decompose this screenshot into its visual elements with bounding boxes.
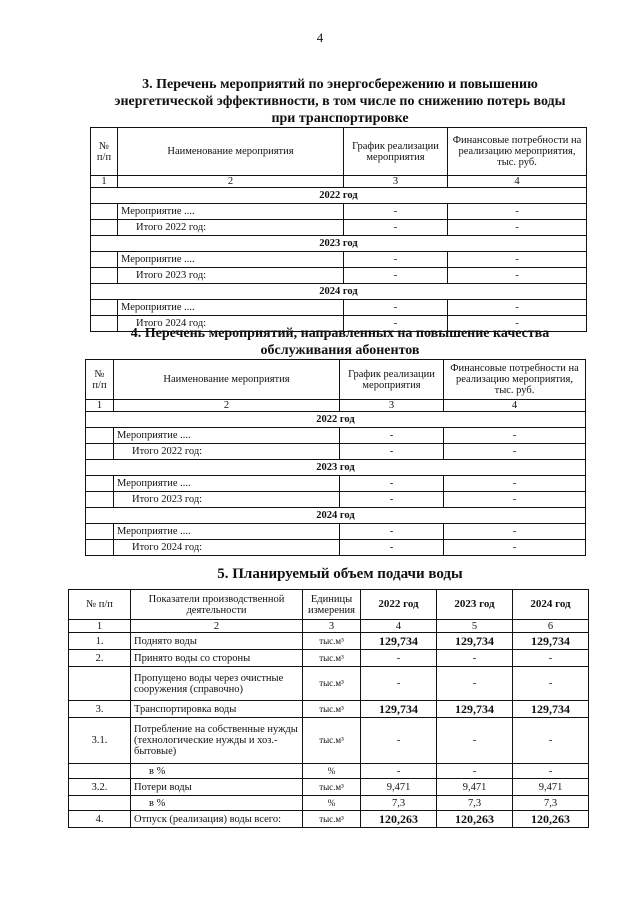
finance-cell: - <box>444 492 586 508</box>
value-2023: 129,734 <box>437 701 513 718</box>
table-row <box>69 650 589 667</box>
indicator-name: Пропущено воды через очистные сооружения (справочно) <box>131 667 303 701</box>
finance-cell: - <box>448 316 587 332</box>
col-header-schedule: График реализации мероприятия <box>340 360 444 400</box>
year-row: 2023 год <box>86 460 586 476</box>
col-header-schedule: График реализации мероприятия <box>344 128 448 176</box>
unit-cell: тыс.м³ <box>303 779 361 796</box>
schedule-cell: - <box>340 492 444 508</box>
schedule-cell: - <box>344 252 448 268</box>
schedule-cell: - <box>344 316 448 332</box>
col-number: 4 <box>448 176 587 188</box>
section4-table <box>85 359 586 556</box>
total-label: Итого 2022 год: <box>114 444 340 460</box>
finance-cell: - <box>448 204 587 220</box>
finance-cell: - <box>448 300 587 316</box>
value-2023: 9,471 <box>437 779 513 796</box>
col-header-name: Наименование мероприятия <box>114 360 340 400</box>
value-2024: 120,263 <box>513 811 589 828</box>
value-2024: 129,734 <box>513 633 589 650</box>
col-number: 3 <box>340 400 444 412</box>
value-2022: - <box>361 764 437 779</box>
col-number: 3 <box>303 620 361 633</box>
value-2024: 7,3 <box>513 796 589 811</box>
col-number: 2 <box>118 176 344 188</box>
finance-cell: - <box>444 540 586 556</box>
col-number: 3 <box>344 176 448 188</box>
table-row <box>69 667 589 701</box>
section4-title <box>60 325 620 359</box>
section3-table <box>90 127 587 332</box>
row-number <box>69 764 131 779</box>
col-number: 1 <box>86 400 114 412</box>
table-row <box>91 220 587 236</box>
value-2024: - <box>513 718 589 764</box>
table-row <box>69 779 589 796</box>
section5-table <box>68 589 589 828</box>
value-2022: 120,263 <box>361 811 437 828</box>
value-2023: - <box>437 764 513 779</box>
schedule-cell: - <box>344 268 448 284</box>
row-number: 1. <box>69 633 131 650</box>
total-label: Итого 2023 год: <box>114 492 340 508</box>
table-row <box>86 540 586 556</box>
value-2022: - <box>361 650 437 667</box>
value-2022: 9,471 <box>361 779 437 796</box>
measure-name: Мероприятие .... <box>118 252 344 268</box>
table-row <box>69 811 589 828</box>
section3-title-line3: при транспортировке <box>271 111 409 126</box>
unit-cell: тыс.м³ <box>303 718 361 764</box>
col-number: 1 <box>91 176 118 188</box>
value-2023: - <box>437 650 513 667</box>
col-number: 1 <box>69 620 131 633</box>
col-header-num: № п/п <box>91 128 118 176</box>
col-header-num: № п/п <box>69 590 131 620</box>
value-2024: 129,734 <box>513 701 589 718</box>
col-header-name: Наименование мероприятия <box>118 128 344 176</box>
section3-title-line2: энергетической эффективности, в том числе по снижению потерь воды <box>114 94 566 109</box>
table-row <box>91 204 587 220</box>
section3-title-line1: 3. Перечень мероприятий по энергосбережению и повышению <box>142 77 538 92</box>
section5-title: 5. Планируемый объем подачи воды <box>217 566 463 582</box>
indicator-name: Принято воды со стороны <box>131 650 303 667</box>
col-number: 2 <box>114 400 340 412</box>
schedule-cell: - <box>340 476 444 492</box>
col-header-indicator: Показатели производственной деятельности <box>131 590 303 620</box>
row-number <box>69 796 131 811</box>
value-2022: 129,734 <box>361 633 437 650</box>
indicator-name: Транспортировка воды <box>131 701 303 718</box>
table-row <box>69 718 589 764</box>
measure-name: Мероприятие .... <box>118 204 344 220</box>
value-2022: 7,3 <box>361 796 437 811</box>
section4-title-line2: обслуживания абонентов <box>260 343 420 358</box>
col-number: 4 <box>361 620 437 633</box>
value-2023: - <box>437 718 513 764</box>
value-2023: 129,734 <box>437 633 513 650</box>
measure-name: Мероприятие .... <box>114 476 340 492</box>
value-2024: 9,471 <box>513 779 589 796</box>
indicator-name: Потери воды <box>131 779 303 796</box>
section4-title-line1: 4. Перечень мероприятий, направленных на повышение качества <box>130 326 550 341</box>
indicator-name: в % <box>131 764 303 779</box>
year-row: 2022 год <box>91 188 587 204</box>
col-number: 2 <box>131 620 303 633</box>
value-2024: - <box>513 764 589 779</box>
row-number: 4. <box>69 811 131 828</box>
table-row <box>69 796 589 811</box>
indicator-name: в % <box>131 796 303 811</box>
schedule-cell: - <box>340 444 444 460</box>
finance-cell: - <box>448 220 587 236</box>
value-2023: - <box>437 667 513 701</box>
unit-cell: % <box>303 764 361 779</box>
col-header-finance: Финансовые потребности на реализацию мероприятия, тыс. руб. <box>444 360 586 400</box>
row-number: 3.2. <box>69 779 131 796</box>
indicator-name: Отпуск (реализация) воды всего: <box>131 811 303 828</box>
schedule-cell: - <box>340 540 444 556</box>
finance-cell: - <box>444 428 586 444</box>
table-row <box>86 444 586 460</box>
indicator-name: Поднято воды <box>131 633 303 650</box>
col-number: 5 <box>437 620 513 633</box>
schedule-cell: - <box>344 220 448 236</box>
value-2024: - <box>513 667 589 701</box>
schedule-cell: - <box>340 428 444 444</box>
measure-name: Мероприятие .... <box>114 428 340 444</box>
table-row <box>91 300 587 316</box>
unit-cell: тыс.м³ <box>303 811 361 828</box>
table-row <box>86 492 586 508</box>
table-row <box>91 268 587 284</box>
unit-cell: тыс.м³ <box>303 667 361 701</box>
value-2024: - <box>513 650 589 667</box>
table-row <box>69 764 589 779</box>
year-row: 2024 год <box>91 284 587 300</box>
table-row <box>91 252 587 268</box>
value-2023: 7,3 <box>437 796 513 811</box>
table-row <box>86 476 586 492</box>
value-2022: 129,734 <box>361 701 437 718</box>
row-number: 3. <box>69 701 131 718</box>
year-row: 2024 год <box>86 508 586 524</box>
value-2022: - <box>361 718 437 764</box>
table-row <box>69 633 589 650</box>
col-number: 4 <box>444 400 586 412</box>
row-number: 3.1. <box>69 718 131 764</box>
col-header-2024: 2024 год <box>513 590 589 620</box>
year-row: 2022 год <box>86 412 586 428</box>
unit-cell: % <box>303 796 361 811</box>
section3-title <box>60 76 620 127</box>
schedule-cell: - <box>344 300 448 316</box>
col-header-2023: 2023 год <box>437 590 513 620</box>
table-row <box>86 428 586 444</box>
finance-cell: - <box>448 252 587 268</box>
col-header-finance: Финансовые потребности на реализацию мероприятия, тыс. руб. <box>448 128 587 176</box>
finance-cell: - <box>448 268 587 284</box>
total-label: Итого 2023 год: <box>118 268 344 284</box>
total-label: Итого 2024 год: <box>118 316 344 332</box>
col-header-unit: Единицы измерения <box>303 590 361 620</box>
value-2023: 120,263 <box>437 811 513 828</box>
value-2022: - <box>361 667 437 701</box>
unit-cell: тыс.м³ <box>303 701 361 718</box>
col-number: 6 <box>513 620 589 633</box>
row-number <box>69 667 131 701</box>
finance-cell: - <box>444 524 586 540</box>
finance-cell: - <box>444 476 586 492</box>
measure-name: Мероприятие .... <box>114 524 340 540</box>
indicator-name: Потребление на собственные нужды (технологические нужды и хоз.-бытовые) <box>131 718 303 764</box>
table-row <box>86 524 586 540</box>
total-label: Итого 2024 год: <box>114 540 340 556</box>
row-number: 2. <box>69 650 131 667</box>
page-number: 4 <box>316 30 324 45</box>
total-label: Итого 2022 год: <box>118 220 344 236</box>
unit-cell: тыс.м³ <box>303 633 361 650</box>
schedule-cell: - <box>344 204 448 220</box>
schedule-cell: - <box>340 524 444 540</box>
year-row: 2023 год <box>91 236 587 252</box>
unit-cell: тыс.м³ <box>303 650 361 667</box>
col-header-2022: 2022 год <box>361 590 437 620</box>
table-row <box>69 701 589 718</box>
col-header-num: № п/п <box>86 360 114 400</box>
measure-name: Мероприятие .... <box>118 300 344 316</box>
finance-cell: - <box>444 444 586 460</box>
